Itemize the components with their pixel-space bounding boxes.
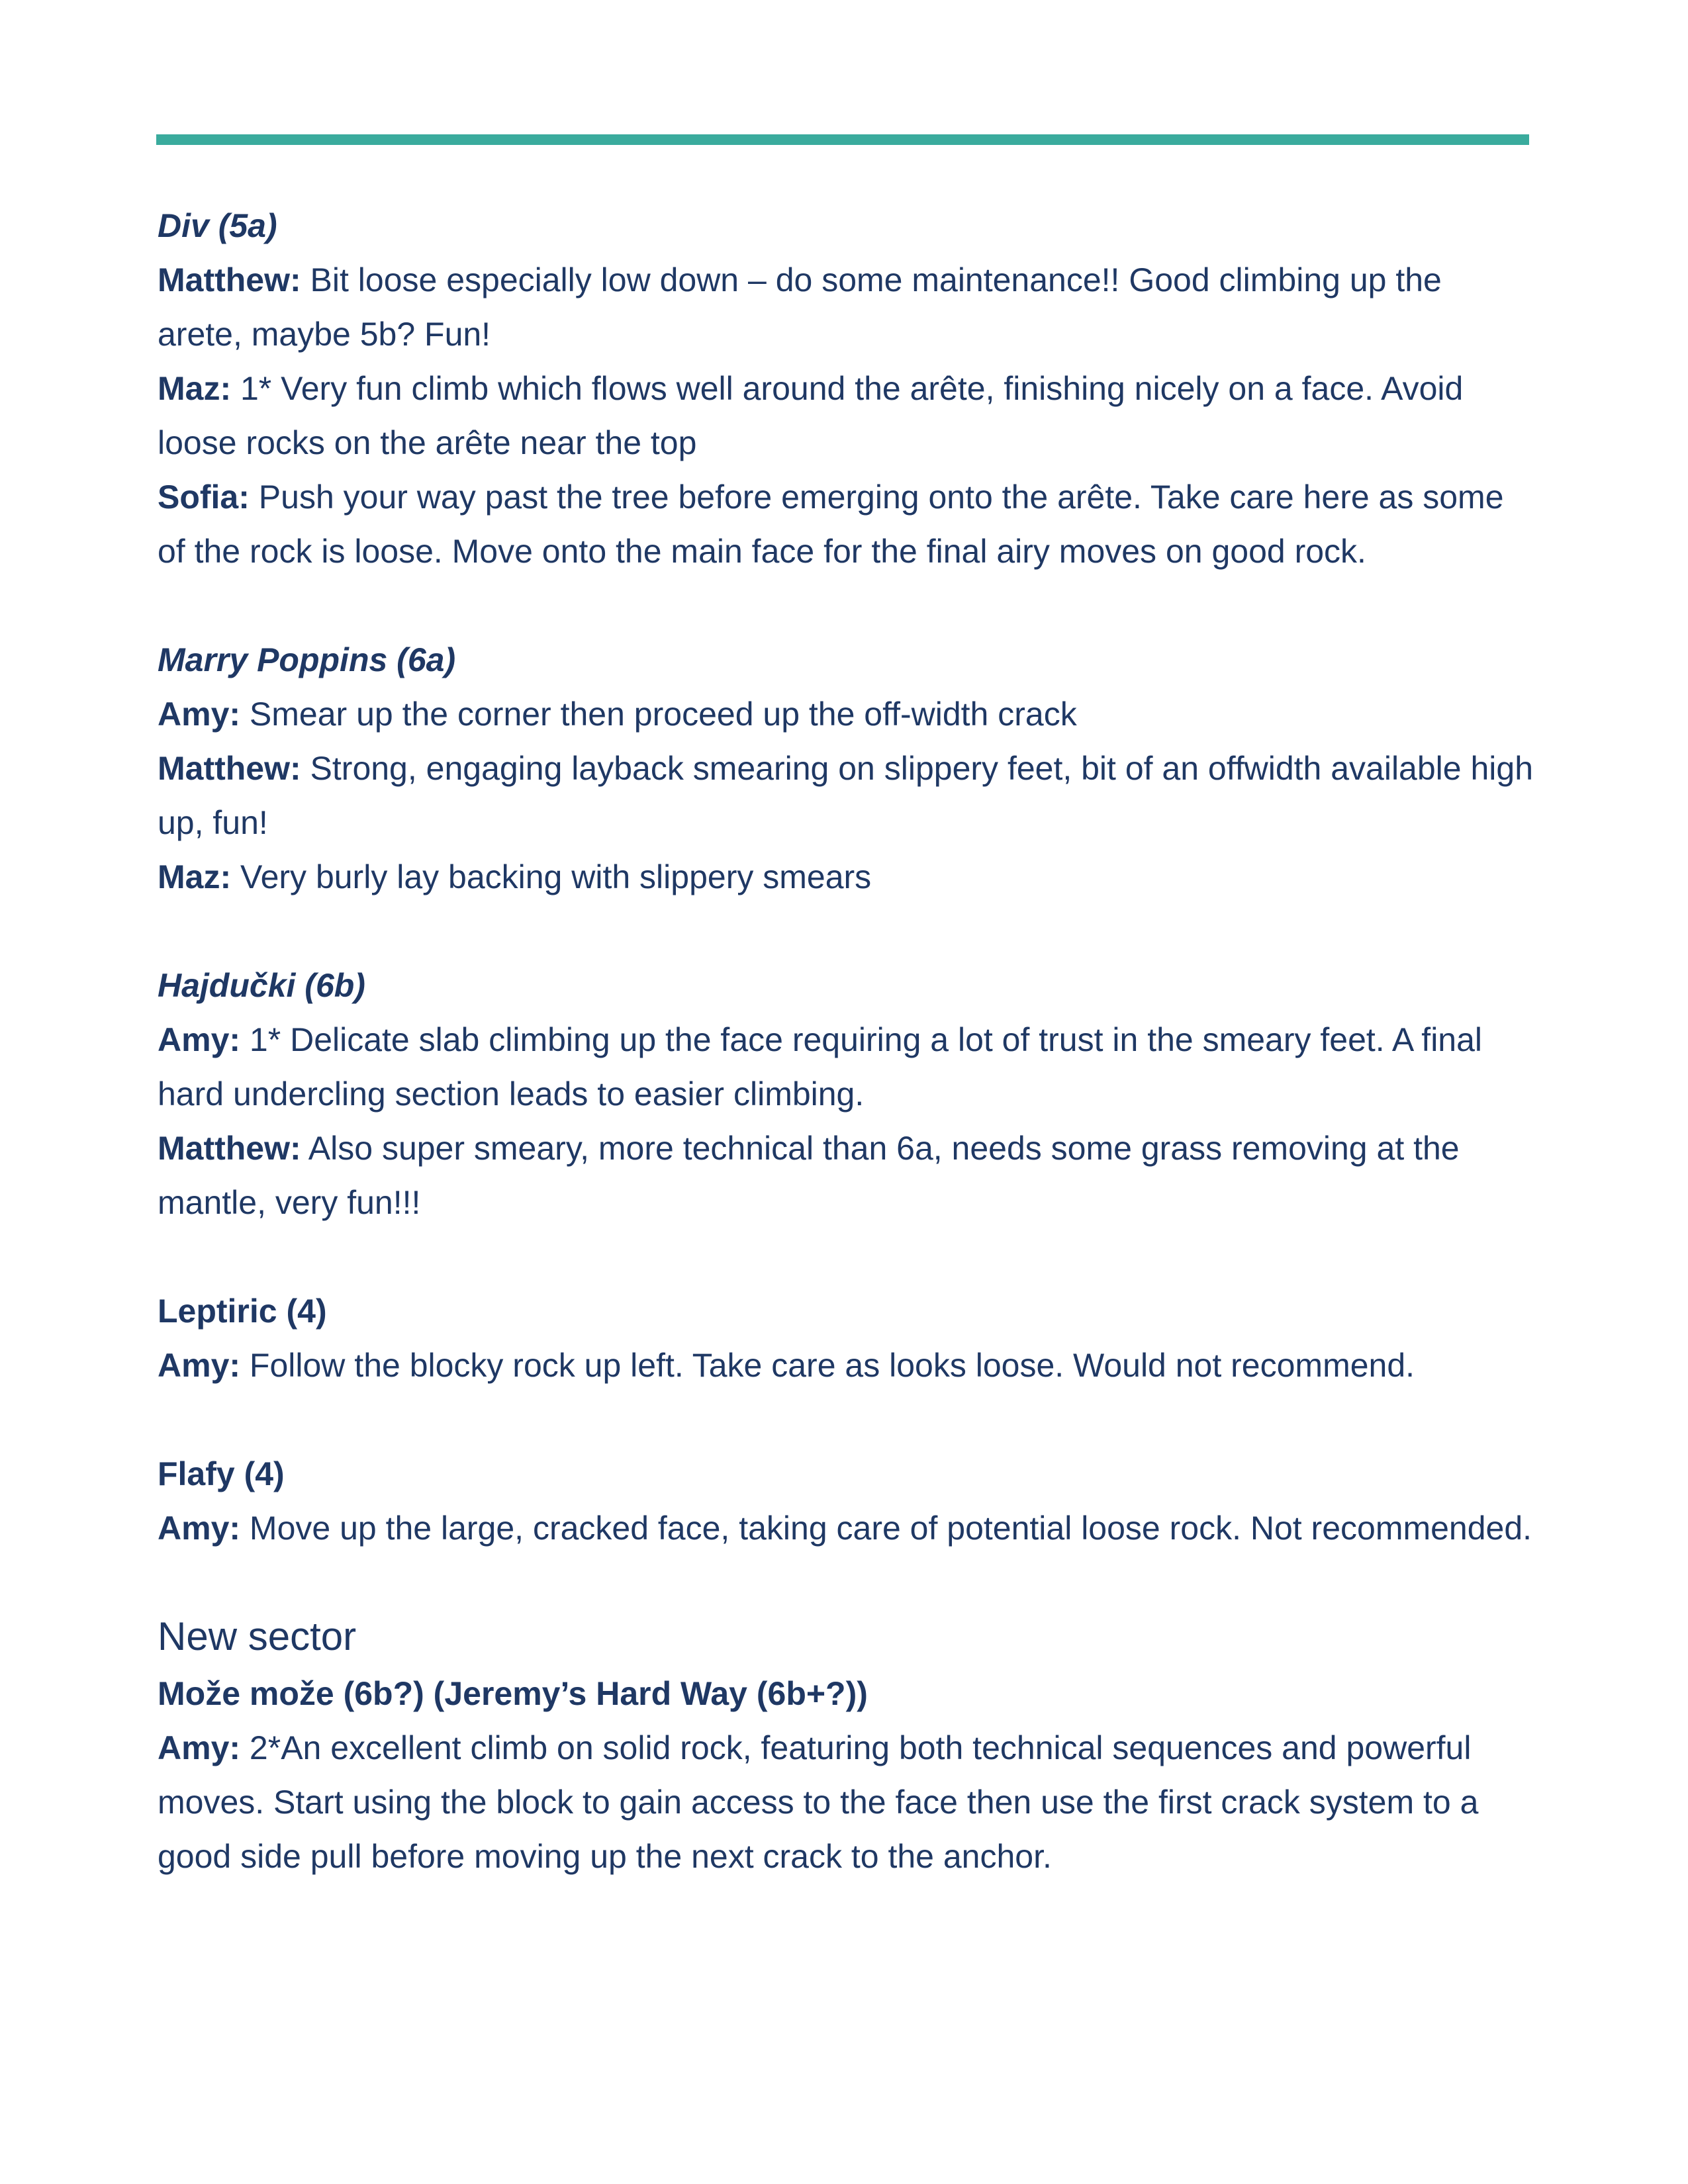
route-title: Može može (6b?) (Jeremy’s Hard Way (6b+?)) (158, 1675, 868, 1712)
commenter-name: Matthew: (158, 1130, 301, 1167)
route-hajducki (158, 958, 1534, 1230)
route-title: Leptiric (4) (158, 1293, 327, 1330)
comment-text: 1* Very fun climb which flows well around the arête, finishing nicely on a face. Avoid loose rocks on the arête near the top (158, 370, 1464, 461)
header-rule (156, 134, 1529, 145)
commenter-name: Amy: (158, 1347, 241, 1384)
route-comment (158, 1121, 1534, 1230)
route-comment (158, 1501, 1534, 1555)
route-flafy (158, 1447, 1534, 1555)
commenter-name: Amy: (158, 1510, 241, 1547)
comment-text: Push your way past the tree before emerging onto the arête. Take care here as some of the rock is loose. Move onto the main face for the final airy moves on good rock. (158, 478, 1504, 570)
route-comment (158, 470, 1534, 578)
comment-text: Very burly lay backing with slippery smears (231, 858, 872, 895)
comment-text: Strong, engaging layback smearing on slippery feet, bit of an offwidth available high up, fun! (158, 750, 1534, 841)
route-marry-poppins (158, 633, 1534, 904)
route-moze-moze (158, 1666, 1534, 1884)
comment-text: 2*An excellent climb on solid rock, featuring both technical sequences and powerful moves. Start using the block to gain access to the face then use the first crack system to a good side pull before moving up the next crack to the anchor. (158, 1729, 1479, 1875)
comment-text: Move up the large, cracked face, taking care of potential loose rock. Not recommended. (240, 1510, 1532, 1547)
commenter-name: Sofia: (158, 478, 250, 516)
commenter-name: Matthew: (158, 750, 301, 787)
sector-heading: New sector (158, 1614, 357, 1659)
route-comment (158, 253, 1534, 361)
route-comment (158, 1338, 1534, 1392)
commenter-name: Maz: (158, 370, 232, 407)
commenter-name: Maz: (158, 858, 232, 895)
route-comment (158, 850, 1534, 904)
commenter-name: Amy: (158, 696, 241, 733)
comment-text: 1* Delicate slab climbing up the face requiring a lot of trust in the smeary feet. A final hard undercling section leads to easier climbing. (158, 1021, 1483, 1113)
route-title: Flafy (4) (158, 1455, 285, 1492)
route-title: Marry Poppins (6a) (158, 641, 456, 678)
route-comment (158, 1721, 1534, 1884)
comment-text: Also super smeary, more technical than 6a, needs some grass removing at the mantle, very fun!!! (158, 1130, 1460, 1221)
route-title: Div (5a) (158, 207, 277, 244)
route-comment (158, 1013, 1534, 1121)
route-comment (158, 687, 1534, 741)
commenter-name: Amy: (158, 1021, 241, 1058)
comment-text: Smear up the corner then proceed up the off-width crack (240, 696, 1077, 733)
route-title: Hajdučki (6b) (158, 967, 365, 1004)
commenter-name: Amy: (158, 1729, 241, 1766)
comment-text: Follow the blocky rock up left. Take care as looks loose. Would not recommend. (240, 1347, 1415, 1384)
route-leptiric (158, 1284, 1534, 1392)
comment-text: Bit loose especially low down – do some maintenance!! Good climbing up the arete, maybe 5b? Fun! (158, 261, 1442, 353)
document-body (158, 199, 1534, 1938)
route-comment (158, 741, 1534, 850)
route-comment (158, 361, 1534, 470)
route-div (158, 199, 1534, 578)
commenter-name: Matthew: (158, 261, 301, 298)
